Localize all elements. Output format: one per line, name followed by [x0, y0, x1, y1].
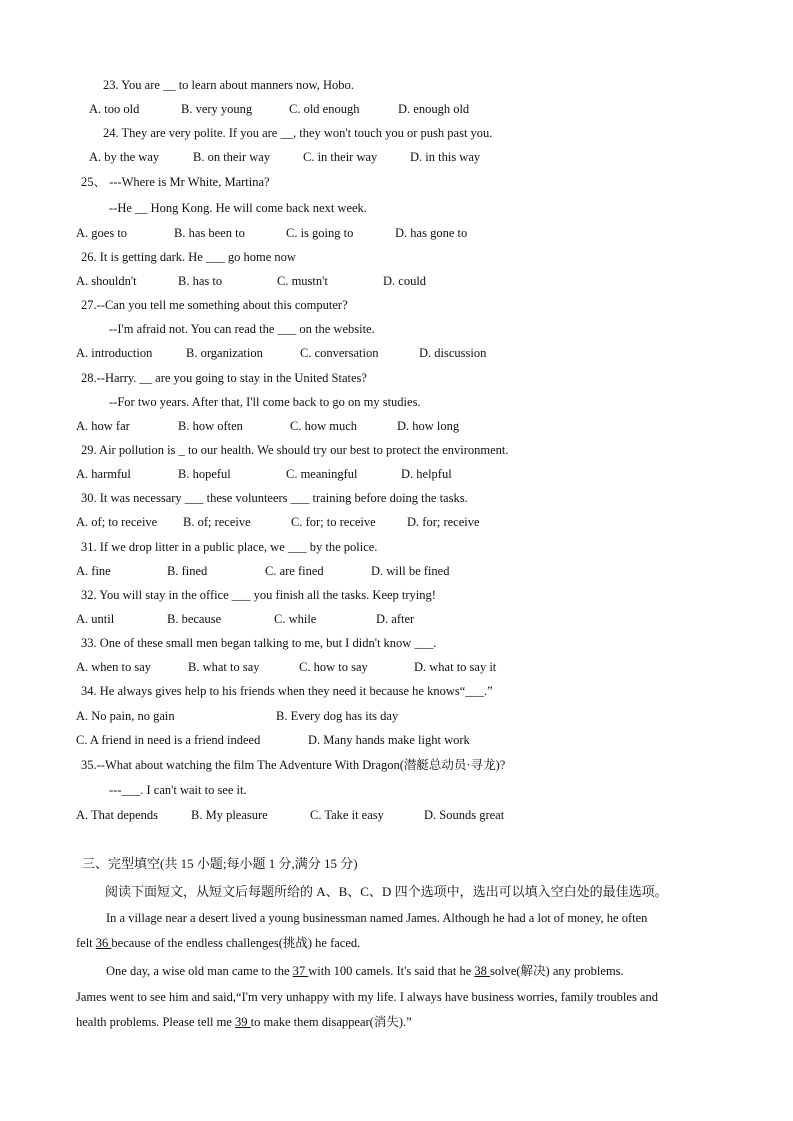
question-24-stem: 24. They are very polite. If you are __, they won't touch you or push past you.: [103, 126, 493, 140]
q27-option-d: D. discussion: [419, 346, 487, 360]
q30-option-b: B. of; receive: [183, 515, 251, 529]
question-29-stem: 29. Air pollution is _ to our health. We should try our best to protect the environment.: [81, 443, 509, 457]
q35-option-a: A. That depends: [76, 808, 159, 822]
q30-option-c: C. for; to receive: [291, 515, 376, 529]
passage-text: to make them disappear(消失).”: [250, 1015, 412, 1029]
q29-option-a: A. harmful: [76, 467, 131, 481]
q35-option-d: D. Sounds great: [424, 808, 505, 822]
q35-option-b: B. My pleasure: [191, 808, 268, 822]
question-28-stem: 28.--Harry. __ are you going to stay in the United States?: [81, 371, 367, 385]
passage-text: because of the endless challenges(挑战) he faced.: [111, 936, 361, 950]
q29-option-b: B. hopeful: [178, 467, 231, 481]
q34-option-d: D. Many hands make light work: [308, 733, 470, 747]
q24-option-b: B. on their way: [193, 150, 271, 164]
q32-option-b: B. because: [167, 612, 222, 626]
q26-option-b: B. has to: [178, 274, 223, 288]
q29-option-d: D. helpful: [401, 467, 452, 481]
question-25-reply: --He __ Hong Kong. He will come back next week.: [109, 201, 367, 215]
q32-option-c: C. while: [274, 612, 317, 626]
q28-option-a: A. how far: [76, 419, 130, 433]
q32-option-d: D. after: [376, 612, 415, 626]
q33-option-b: B. what to say: [188, 660, 260, 674]
q26-option-d: D. could: [383, 274, 427, 288]
q31-option-a: A. fine: [76, 564, 111, 578]
passage-line-2: [76, 935, 360, 951]
question-27-stem: 27.--Can you tell me something about this computer?: [81, 298, 348, 312]
question-25-stem: 25、 ---Where is Mr White, Martina?: [81, 175, 270, 189]
q30-option-d: D. for; receive: [407, 515, 480, 529]
q23-option-b: B. very young: [181, 102, 253, 116]
question-35-reply: ---___. I can't wait to see it.: [109, 783, 247, 797]
q25-option-c: C. is going to: [286, 226, 354, 240]
passage-line-3: [106, 963, 624, 979]
blank-36: 36: [95, 936, 112, 950]
question-27-reply: --I'm afraid not. You can read the ___ on the website.: [109, 322, 375, 336]
q30-option-a: A. of; to receive: [76, 515, 158, 529]
question-31-stem: 31. If we drop litter in a public place, we ___ by the police.: [81, 540, 378, 554]
passage-text: One day, a wise old man came to the: [106, 964, 293, 978]
q29-option-c: C. meaningful: [286, 467, 358, 481]
question-33-stem: 33. One of these small men began talking to me, but I didn't know ___.: [81, 636, 437, 650]
q27-option-b: B. organization: [186, 346, 263, 360]
q34-option-b: B. Every dog has its day: [276, 709, 399, 723]
q26-option-c: C. mustn't: [277, 274, 328, 288]
blank-39: 39: [234, 1015, 251, 1029]
q28-option-d: D. how long: [397, 419, 460, 433]
q31-option-d: D. will be fined: [371, 564, 450, 578]
question-23-stem: 23. You are __ to learn about manners now, Hobo.: [103, 78, 354, 92]
passage-line-5: [76, 1014, 412, 1030]
q23-option-a: A. too old: [89, 102, 140, 116]
passage-text: solve(解决) any problems.: [490, 964, 624, 978]
question-26-stem: 26. It is getting dark. He ___ go home now: [81, 250, 296, 264]
section-instruction: 阅读下面短文，从短文后每题所给的 A、B、C、D 四个选项中，选出可以填入空白处的最佳选项。: [105, 884, 668, 899]
passage-text: with 100 camels. It's said that he: [308, 964, 475, 978]
q33-option-d: D. what to say it: [414, 660, 497, 674]
q33-option-a: A. when to say: [76, 660, 151, 674]
passage-line-1: In a village near a desert lived a young businessman named James. Although he had a lot of money, he often: [106, 911, 648, 925]
q24-option-c: C. in their way: [303, 150, 378, 164]
q24-option-d: D. in this way: [410, 150, 481, 164]
q23-option-d: D. enough old: [398, 102, 470, 116]
q33-option-c: C. how to say: [299, 660, 368, 674]
question-28-reply: --For two years. After that, I'll come back to go on my studies.: [109, 395, 421, 409]
q34-option-a: A. No pain, no gain: [76, 709, 175, 723]
q25-option-b: B. has been to: [174, 226, 245, 240]
q35-option-c: C. Take it easy: [310, 808, 384, 822]
q31-option-b: B. fined: [167, 564, 208, 578]
q26-option-a: A. shouldn't: [76, 274, 137, 288]
question-32-stem: 32. You will stay in the office ___ you finish all the tasks. Keep trying!: [81, 588, 436, 602]
q28-option-c: C. how much: [290, 419, 358, 433]
blank-38: 38: [474, 964, 490, 978]
question-35-stem: 35.--What about watching the film The Adventure With Dragon(潜艇总动员·寻龙)?: [81, 758, 506, 772]
q23-option-c: C. old enough: [289, 102, 360, 116]
q31-option-c: C. are fined: [265, 564, 324, 578]
passage-text: felt: [76, 936, 96, 950]
q25-option-d: D. has gone to: [395, 226, 468, 240]
passage-text: health problems. Please tell me: [76, 1015, 235, 1029]
question-30-stem: 30. It was necessary ___ these volunteers ___ training before doing the tasks.: [81, 491, 468, 505]
section-heading: 三、完型填空(共 15 小题;每小题 1 分,满分 15 分): [82, 856, 358, 871]
q28-option-b: B. how often: [178, 419, 243, 433]
q34-option-c: C. A friend in need is a friend indeed: [76, 733, 261, 747]
q24-option-a: A. by the way: [89, 150, 160, 164]
question-34-stem: 34. He always gives help to his friends when they need it because he knows“___.”: [81, 684, 493, 698]
blank-37: 37: [292, 964, 309, 978]
q32-option-a: A. until: [76, 612, 115, 626]
q25-option-a: A. goes to: [76, 226, 128, 240]
passage-line-4: James went to see him and said,“I'm very unhappy with my life. I always have business worries, family troubles and: [76, 990, 658, 1004]
q27-option-a: A. introduction: [76, 346, 153, 360]
q27-option-c: C. conversation: [300, 346, 379, 360]
